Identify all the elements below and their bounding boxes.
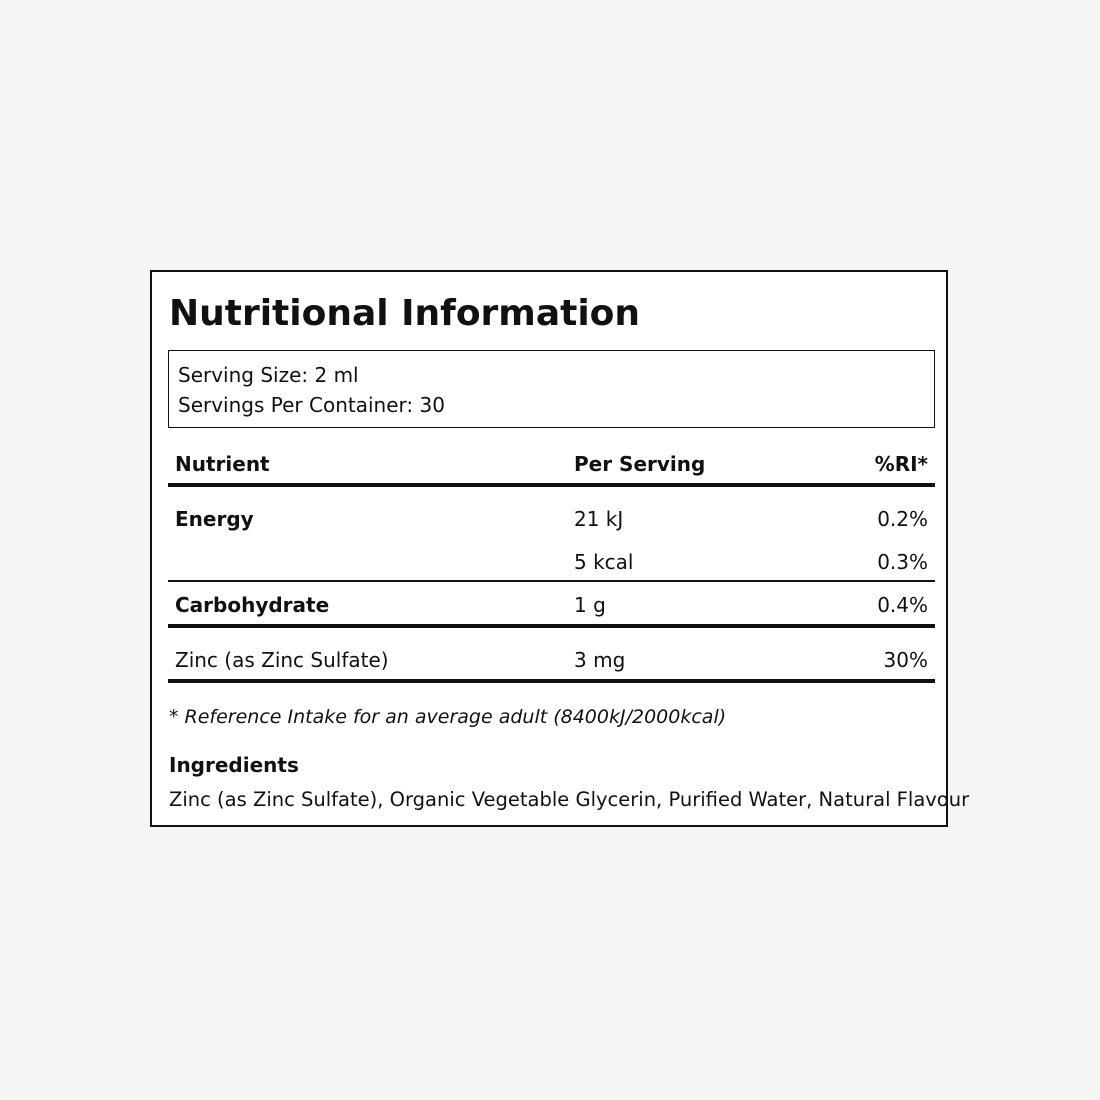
- header-nutrient: Nutrient: [175, 452, 270, 476]
- serving-info-box: [168, 350, 935, 428]
- table-row: [168, 590, 935, 620]
- section-divider: [168, 624, 935, 628]
- table-header-row: [168, 449, 935, 479]
- header-divider: [168, 483, 935, 487]
- panel-title: Nutritional Information: [169, 293, 641, 334]
- ri-value: 0.2%: [877, 507, 928, 531]
- nutrition-panel: [150, 270, 970, 827]
- per-serving-value: 21 kJ: [574, 507, 624, 531]
- table-row: [168, 547, 935, 577]
- header-per-serving: Per Serving: [574, 452, 706, 476]
- ri-value: 0.3%: [877, 550, 928, 574]
- per-serving-value: 5 kcal: [574, 550, 634, 574]
- per-serving-value: 1 g: [574, 593, 606, 617]
- header-ri: %RI*: [874, 452, 928, 476]
- ri-value: 0.4%: [877, 593, 928, 617]
- row-divider: [168, 580, 935, 582]
- reference-intake-footnote: * Reference Intake for an average adult (8400kJ/2000kcal): [169, 706, 727, 728]
- ingredients-list: Zinc (as Zinc Sulfate), Organic Vegetable Glycerin, Purified Water, Natural Flavour: [169, 788, 970, 811]
- ri-value: 30%: [883, 648, 928, 672]
- nutrient-name: Zinc (as Zinc Sulfate): [175, 648, 389, 672]
- nutrient-name: Energy: [175, 507, 254, 531]
- ingredients-heading: Ingredients: [169, 753, 299, 777]
- table-row: [168, 645, 935, 675]
- nutrient-name: Carbohydrate: [175, 593, 330, 617]
- serving-size: Serving Size: 2 ml: [178, 363, 359, 387]
- servings-per-container: Servings Per Container: 30: [178, 393, 445, 417]
- table-bottom-divider: [168, 679, 935, 683]
- per-serving-value: 3 mg: [574, 648, 626, 672]
- table-row: [168, 504, 935, 534]
